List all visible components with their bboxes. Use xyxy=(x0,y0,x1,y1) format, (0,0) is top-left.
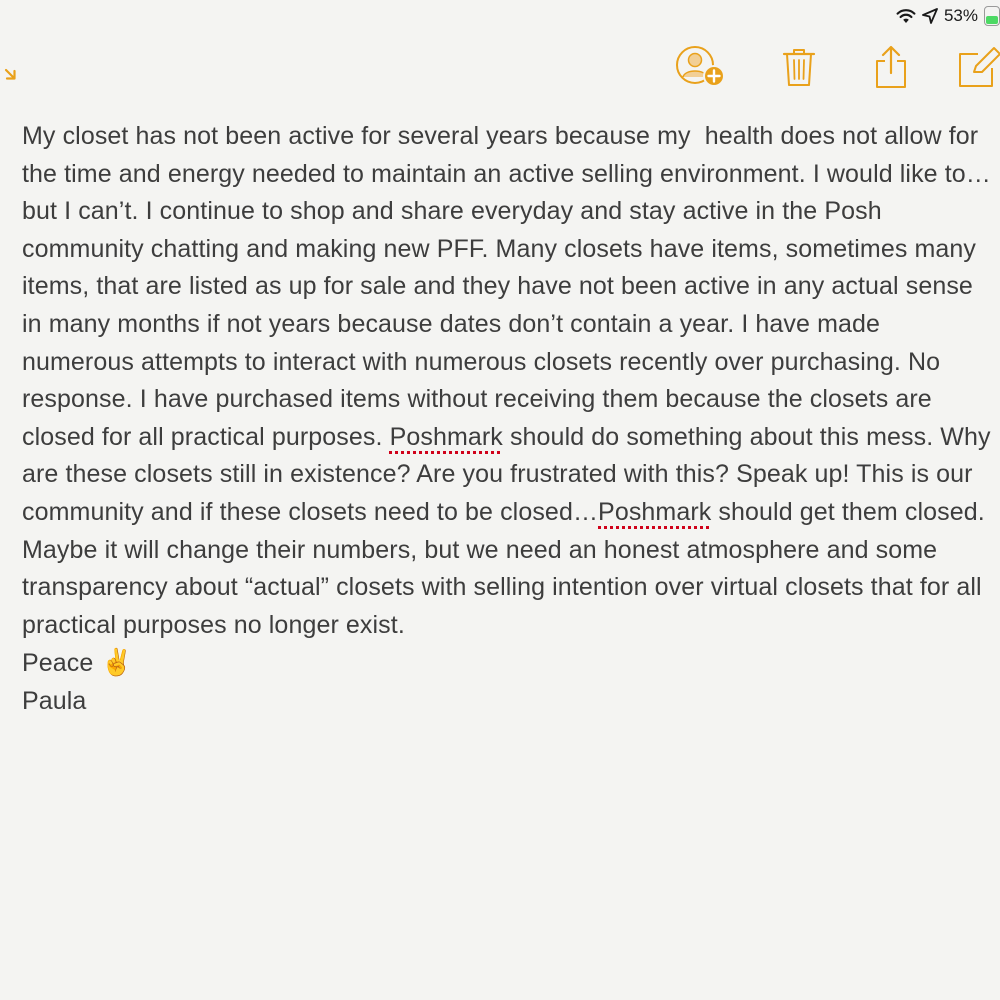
closing-line xyxy=(22,644,997,683)
add-person-button[interactable] xyxy=(676,46,726,92)
location-arrow-icon xyxy=(922,8,938,24)
victory-hand-emoji: ✌️ xyxy=(100,647,133,678)
trash-button[interactable] xyxy=(774,46,824,92)
share-button[interactable] xyxy=(866,46,916,92)
note-text: My closet has not been active for several years because my health does not allow for the time and energy needed to maintain an active selling environment. I would like to…but I can’t. I continue to shop and share everyday and stay active in the Posh community chatting and making new PFF. Many closets have items, sometimes many items, that are listed as up for sale and they have not been active in any actual sense in many months if not years because dates don’t contain a year. I have made numerous attempts to interact with numerous closets recently over purchasing. No response. I have purchased items without receiving them because the closets are closed for all practical purposes. xyxy=(22,122,991,451)
wifi-icon xyxy=(896,8,916,24)
note-text: should do something about this mess. Why are these closets still in existence? Are you frustrated with this? Speak up! This is our community and if these closets need to be closed… xyxy=(22,422,998,526)
note-body[interactable] xyxy=(22,118,997,721)
battery-icon xyxy=(984,6,1000,26)
compose-button[interactable] xyxy=(956,46,1000,92)
signature: Paula xyxy=(22,686,87,715)
collapse-arrow-icon[interactable] xyxy=(2,66,20,84)
status-bar xyxy=(896,4,1000,28)
trash-icon xyxy=(782,47,816,92)
closing-text: Peace xyxy=(22,649,94,678)
misspelled-word[interactable]: Poshmark xyxy=(598,497,712,526)
compose-icon xyxy=(956,46,1000,93)
share-icon xyxy=(874,45,908,94)
misspelled-word[interactable]: Poshmark xyxy=(389,422,503,451)
note-text: should get them closed. Maybe it will change their numbers, but we need an honest atmosphere and some transparency about “actual” closets with selling intention over virtual closets that for all practical purposes no longer exist. xyxy=(22,497,992,639)
battery-level xyxy=(986,16,998,24)
battery-percentage: 53% xyxy=(943,6,978,25)
add-person-icon xyxy=(674,44,728,95)
